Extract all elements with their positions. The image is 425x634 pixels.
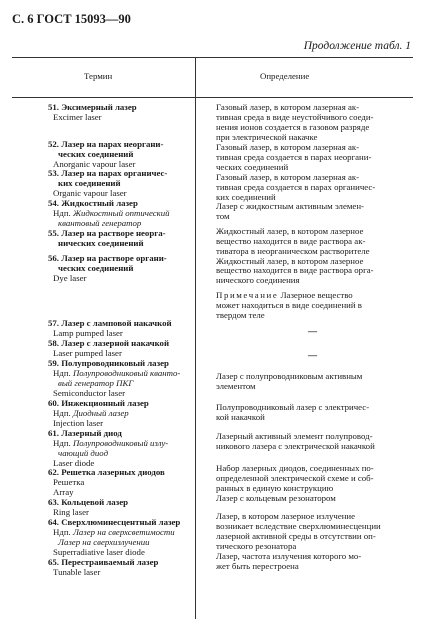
term-line: [48, 168, 167, 178]
term-line: [53, 418, 103, 428]
term-text: ческих соединений: [58, 149, 134, 159]
definition-text: Жидкостный лазер, в котором лазерное: [216, 226, 364, 236]
definition-line: [216, 493, 336, 503]
definition-line: [216, 402, 369, 412]
definition-line: [216, 236, 365, 246]
definition-text: тивная среда в виде неустойчивого соеди-: [216, 112, 374, 122]
term-text: 56. Лазер на растворе органи-: [48, 253, 167, 263]
definition-text: тического резонатора: [216, 541, 297, 551]
term-text: Лазер на сверхизлучении: [58, 537, 150, 547]
definition-text: Лазер с полупроводниковым активным: [216, 371, 363, 381]
term-line: [48, 467, 165, 477]
term-text: Ндп.: [53, 408, 73, 418]
term-text: Ring laser: [53, 507, 89, 517]
term-text: 57. Лазер с ламповой накачкой: [48, 318, 172, 328]
term-text: Superradiative laser diode: [53, 547, 145, 557]
body-column-divider: [195, 97, 196, 619]
definition-line: [216, 381, 256, 391]
term-line: [53, 112, 102, 122]
definition-line: [216, 226, 363, 236]
definition-text: ранных в единую конструкцию: [216, 483, 334, 493]
definition-line: [216, 211, 230, 221]
term-text: Ндп.: [53, 208, 73, 218]
definition-text: Газовый лазер, в котором лазерная ак-: [216, 172, 360, 182]
term-line: [58, 537, 150, 547]
term-text: Semiconductor laser: [53, 388, 126, 398]
term-line: [53, 388, 125, 398]
definition-line: [216, 142, 359, 152]
definition-text: ких соединений: [216, 192, 276, 202]
definition-line: [216, 473, 374, 483]
definition-line: [216, 265, 374, 275]
definition-text: никового лазера с электрической накачкой: [216, 441, 375, 451]
term-text: 60. Инжекционный лазер: [48, 398, 149, 408]
definition-text: элементом: [216, 381, 256, 391]
term-line: [53, 567, 100, 577]
term-line: [48, 398, 149, 408]
term-text: Лазер на сверхсветимости: [72, 527, 175, 537]
term-line: [53, 527, 175, 537]
term-line: [48, 517, 180, 527]
definition-text: Набор лазерных диодов, соединенных по-: [216, 463, 374, 473]
term-line: [53, 188, 127, 198]
term-text: Excimer laser: [53, 112, 102, 122]
term-line: [53, 507, 89, 517]
definition-text: тивная среда создается в парах неоргани-: [216, 152, 372, 162]
term-line: [58, 448, 108, 458]
term-line: [48, 428, 122, 438]
term-line: [48, 557, 158, 567]
term-text: Laser pumped laser: [53, 348, 122, 358]
term-text: Жидкостный оптический: [72, 208, 170, 218]
term-text: 53. Лазер на парах органичес-: [48, 168, 168, 178]
definition-text: ческих соединений: [216, 162, 289, 172]
term-text: 63. Кольцевой лазер: [48, 497, 129, 507]
term-text: квантовый генератор: [58, 218, 142, 228]
definition-text: Лазер, частота излучения которого мо-: [216, 551, 362, 561]
definition-text: нического соединения: [216, 275, 300, 285]
term-text: Array: [53, 487, 74, 497]
term-line: [48, 497, 128, 507]
definition-text: Газовый лазер, в котором лазерная ак-: [216, 142, 360, 152]
column-header-terms: Термин: [84, 71, 113, 81]
definition-text: Лазер, в котором лазерное излучение: [216, 511, 356, 521]
term-text: 55. Лазер на растворе неорга-: [48, 228, 166, 238]
term-text: Полупроводниковый излу-: [72, 438, 169, 448]
definition-line: [216, 511, 355, 521]
definition-line: [216, 275, 300, 285]
definition-text: —: [308, 350, 317, 360]
term-text: Injection laser: [53, 418, 104, 428]
term-text: ческих соединений: [58, 263, 134, 273]
definition-line: [216, 463, 374, 473]
definition-text: —: [308, 326, 317, 336]
term-line: [53, 328, 123, 338]
definition-text: Полупроводниковый лазер с электричес-: [216, 402, 370, 412]
definition-text: Примечание: [216, 290, 279, 300]
term-text: Organic vapour laser: [53, 188, 127, 198]
definition-line: [216, 412, 265, 422]
table-top-rule: [12, 57, 413, 58]
term-line: [58, 149, 133, 159]
term-text: 58. Лазер с лазерной накачкой: [48, 338, 170, 348]
table-header-rule: [12, 97, 413, 98]
definition-text: Газовый лазер, в котором лазерная ак-: [216, 102, 360, 112]
term-text: ких соединений: [58, 178, 121, 188]
term-line: [58, 263, 133, 273]
term-line: [53, 368, 180, 378]
term-line: [48, 318, 172, 328]
term-text: нических соединений: [58, 238, 144, 248]
definition-line: [216, 300, 362, 310]
definition-text: Лазерный активный элемент полупровод-: [216, 431, 373, 441]
term-line: [58, 178, 121, 188]
term-line: [53, 208, 170, 218]
term-line: [48, 102, 137, 112]
term-line: [53, 487, 74, 497]
term-text: 65. Перестраиваемый лазер: [48, 557, 159, 567]
header-column-divider: [195, 57, 196, 97]
definition-text: Лазерное вещество: [278, 290, 353, 300]
term-text: Laser diode: [53, 458, 95, 468]
term-line: [53, 438, 168, 448]
term-text: Tunable laser: [53, 567, 101, 577]
term-text: чающий диод: [58, 448, 109, 458]
definition-text: может находиться в виде соединений в: [216, 300, 362, 310]
definition-text: Жидкостный лазер, в котором лазерное: [216, 256, 364, 266]
definition-line: [216, 172, 359, 182]
page-code: С. 6 ГОСТ 15093—90: [12, 12, 131, 26]
term-text: Lamp pumped laser: [53, 328, 123, 338]
definition-line: [216, 290, 353, 300]
definition-text: нения ионов создается в газовом разряде: [216, 122, 370, 132]
term-text: Полупроводниковый кванто-: [72, 368, 181, 378]
term-line: [53, 348, 122, 358]
definition-line: [216, 310, 265, 320]
term-line: [48, 228, 166, 238]
definition-line: [216, 561, 299, 571]
term-text: Диодный лазер: [72, 408, 129, 418]
definition-line: [216, 541, 296, 551]
term-text: Anorganic vapour laser: [53, 159, 136, 169]
definition-text: Лазер с жидкостным активным элемен-: [216, 201, 364, 211]
definition-line: [216, 246, 370, 256]
term-text: вый генератор ПКГ: [58, 378, 134, 388]
definition-text: вещество находится в виде раствора ак-: [216, 236, 366, 246]
term-text: 64. Сверхлюминесцентный лазер: [48, 517, 181, 527]
term-line: [48, 198, 138, 208]
definition-text: Лазер с кольцевым резонатором: [216, 493, 336, 503]
definition-text: при электрической накачке: [216, 132, 318, 142]
definition-line: [216, 162, 288, 172]
term-text: 51. Эксимерный лазер: [48, 102, 137, 112]
term-line: [58, 378, 133, 388]
definition-line: [308, 326, 317, 336]
table-continuation-label: Продолжение табл. 1: [303, 40, 411, 52]
term-line: [53, 273, 86, 283]
definition-line: [216, 152, 371, 162]
definition-line: [216, 441, 375, 451]
definition-line: [216, 531, 376, 541]
term-text: 54. Жидкостный лазер: [48, 198, 138, 208]
term-line: [53, 547, 145, 557]
definition-text: тивная среда создается в парах органичес-: [216, 182, 376, 192]
term-text: Ндп.: [53, 368, 73, 378]
term-text: 61. Лазерный диод: [48, 428, 122, 438]
term-line: [48, 253, 167, 263]
definition-line: [216, 521, 381, 531]
definition-line: [216, 182, 375, 192]
definition-line: [216, 112, 373, 122]
definition-line: [216, 551, 361, 561]
term-text: Ндп.: [53, 527, 73, 537]
column-header-definitions: Определение: [260, 71, 310, 81]
term-text: Ндп.: [53, 438, 73, 448]
definition-text: вещество находится в виде раствора орга-: [216, 265, 374, 275]
definition-text: кой накачкой: [216, 412, 265, 422]
term-text: 59. Полупроводниковый лазер: [48, 358, 169, 368]
definition-line: [216, 431, 373, 441]
term-text: 62. Решетка лазерных диодов: [48, 467, 165, 477]
term-line: [53, 408, 129, 418]
definition-text: том: [216, 211, 230, 221]
term-line: [48, 338, 169, 348]
term-text: Решетка: [53, 477, 85, 487]
term-line: [48, 139, 163, 149]
definition-line: [308, 350, 317, 360]
term-text: 52. Лазер на парах неоргани-: [48, 139, 164, 149]
definition-line: [216, 132, 317, 142]
definition-line: [216, 122, 369, 132]
definition-line: [216, 102, 359, 112]
term-line: [53, 477, 84, 487]
definition-text: возникает вследствие сверхлюминесценции: [216, 521, 381, 531]
term-text: Dye laser: [53, 273, 87, 283]
definition-text: тиватора в неорганическом растворителе: [216, 246, 370, 256]
definition-text: определенной электрической схеме и соб-: [216, 473, 374, 483]
definition-line: [216, 201, 364, 211]
term-line: [48, 358, 169, 368]
definition-line: [216, 371, 362, 381]
definition-text: твердом теле: [216, 310, 265, 320]
definition-text: лазерной активной среды в отсутствии оп-: [216, 531, 376, 541]
definition-text: жет быть перестроена: [216, 561, 299, 571]
definition-line: [216, 483, 333, 493]
term-line: [58, 218, 141, 228]
term-line: [58, 238, 144, 248]
